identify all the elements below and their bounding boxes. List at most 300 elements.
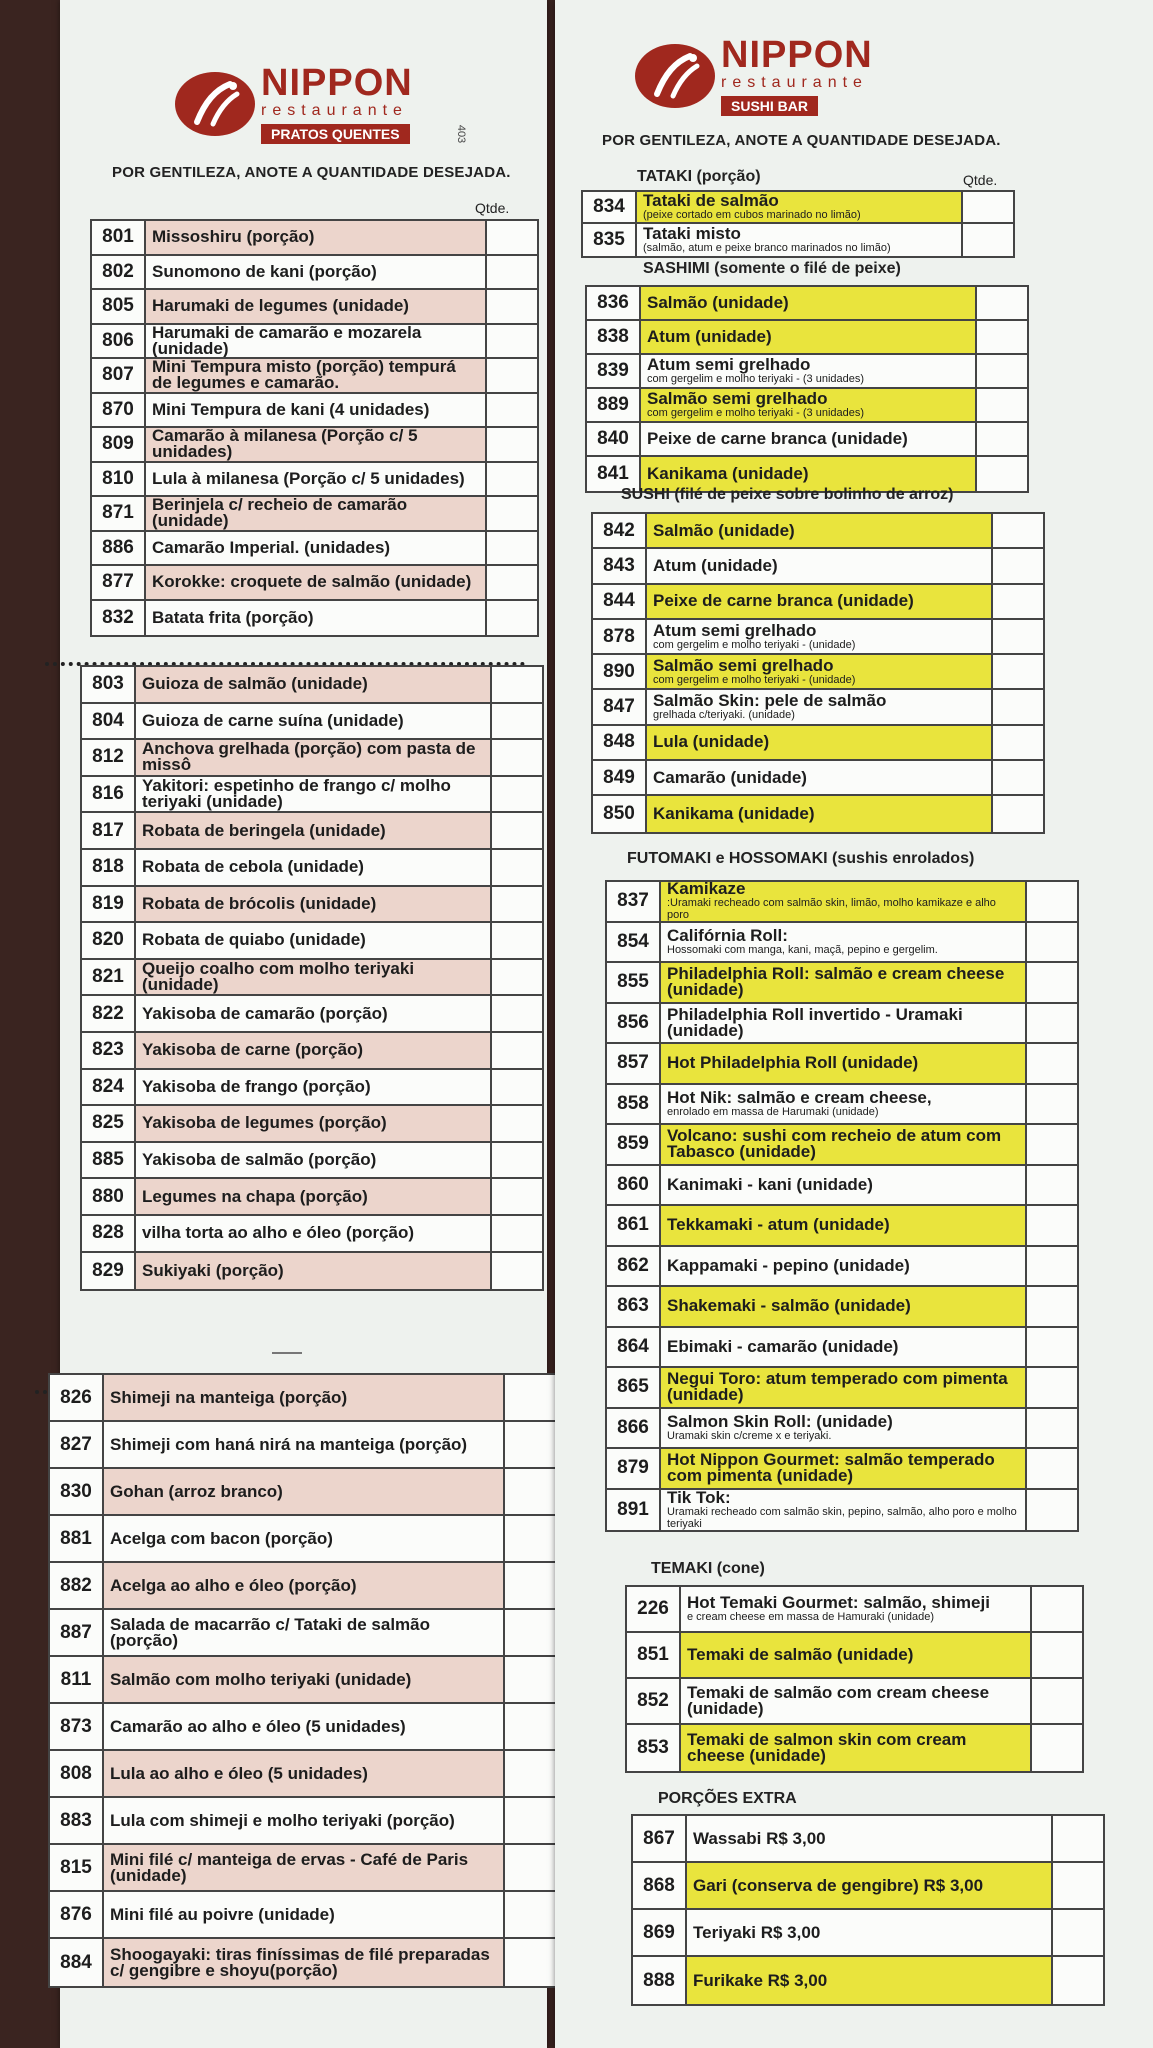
item-code: 867	[633, 1816, 687, 1861]
item-name: Anchova grelhada (porção) com pasta de missô	[142, 740, 476, 775]
menu-row	[627, 1587, 1082, 1633]
item-name-cell	[687, 1863, 1053, 1908]
item-name: Robata de cebola (unidade)	[142, 857, 364, 877]
menu-row	[593, 796, 1043, 831]
item-name: Lula ao alho e óleo (5 unidades)	[110, 1763, 368, 1783]
item-code: 852	[627, 1679, 681, 1723]
menu-row	[607, 963, 1077, 1004]
quantity-field[interactable]	[492, 813, 542, 848]
item-code: 854	[607, 923, 661, 962]
item-name-cell	[146, 497, 487, 530]
menu-row	[607, 923, 1077, 964]
quantity-field[interactable]	[977, 389, 1027, 421]
menu-row	[82, 923, 542, 960]
menu-row	[92, 290, 537, 325]
item-code: 870	[92, 394, 146, 427]
item-code: 876	[50, 1892, 104, 1937]
menu-row	[607, 1287, 1077, 1328]
quantity-field[interactable]	[1027, 1368, 1077, 1407]
section-title-extras: PORÇÕES EXTRA	[658, 1790, 797, 1807]
item-name-cell	[136, 777, 492, 812]
quantity-field[interactable]	[1053, 1957, 1103, 2004]
menu-row	[82, 1106, 542, 1143]
menu-row	[82, 704, 542, 741]
quantity-field[interactable]	[505, 1892, 555, 1937]
item-name: Gari (conserva de gengibre) R$ 3,00	[693, 1875, 984, 1895]
menu-row	[50, 1751, 555, 1798]
item-name: Hot Nippon Gourmet: salmão temperado com pimenta (unidade)	[667, 1450, 995, 1486]
item-name-cell	[136, 887, 492, 922]
quantity-field[interactable]	[487, 325, 537, 358]
item-name: Philadelphia Roll invertido - Uramaki (unidade)	[667, 1004, 963, 1040]
item-name-cell	[104, 1798, 505, 1843]
quantity-field[interactable]	[993, 514, 1043, 547]
item-code: 806	[92, 325, 146, 358]
menu-row	[82, 777, 542, 814]
item-name-cell	[661, 1004, 1027, 1043]
quantity-field[interactable]	[487, 463, 537, 496]
item-name: Salmão (unidade)	[653, 520, 795, 540]
sashimi-table	[585, 285, 1029, 493]
item-name-cell	[104, 1516, 505, 1561]
item-code: 881	[50, 1516, 104, 1561]
quantity-field[interactable]	[505, 1610, 555, 1655]
item-name: Atum semi grelhado	[647, 355, 811, 374]
item-name: Yakisoba de carne (porção)	[142, 1040, 364, 1060]
item-code: 841	[587, 457, 641, 491]
quantity-field[interactable]	[1027, 1085, 1077, 1124]
quantity-field[interactable]	[487, 290, 537, 323]
extras-table	[631, 1814, 1105, 2006]
item-code: 822	[82, 996, 136, 1031]
item-name-cell	[681, 1633, 1032, 1677]
quantity-field[interactable]	[977, 457, 1027, 491]
item-code: 857	[607, 1044, 661, 1083]
quantity-field[interactable]	[487, 532, 537, 565]
quantity-field[interactable]	[1027, 1328, 1077, 1367]
menu-row	[82, 813, 542, 850]
quantity-field[interactable]	[487, 601, 537, 636]
menu-row	[92, 463, 537, 498]
item-name: Camarão à milanesa (Porção c/ 5 unidades)	[152, 428, 418, 461]
item-code: 817	[82, 813, 136, 848]
item-code: 884	[50, 1939, 104, 1986]
section-title-sashimi: SASHIMI (somente o filé de peixe)	[643, 260, 901, 277]
item-code: 855	[607, 963, 661, 1002]
menu-row	[92, 221, 537, 256]
quantity-field[interactable]	[993, 796, 1043, 831]
menu-row	[633, 1816, 1103, 1863]
quantity-field[interactable]	[1027, 1287, 1077, 1326]
quantity-field[interactable]	[963, 224, 1013, 256]
quantity-field[interactable]	[492, 777, 542, 812]
item-name-cell	[641, 287, 977, 319]
quantity-field[interactable]	[487, 221, 537, 254]
quantity-field[interactable]	[505, 1751, 555, 1796]
quantity-field[interactable]	[1053, 1910, 1103, 1955]
quantity-field[interactable]	[505, 1939, 555, 1986]
quantity-field[interactable]	[1027, 1125, 1077, 1164]
item-name: Camarão ao alho e óleo (5 unidades)	[110, 1716, 406, 1736]
item-name-cell	[647, 796, 993, 831]
item-name-cell	[647, 726, 993, 759]
quantity-field[interactable]	[505, 1516, 555, 1561]
item-name: Mini Tempura misto (porção) tempurá de legumes e camarão.	[152, 359, 456, 392]
item-code: 226	[627, 1587, 681, 1631]
quantity-header: Qtde.	[963, 172, 998, 188]
menu-row	[627, 1633, 1082, 1679]
menu-row	[587, 423, 1027, 457]
quantity-field[interactable]	[1027, 1044, 1077, 1083]
quantity-field[interactable]	[977, 321, 1027, 353]
item-name: Acelga com bacon (porção)	[110, 1528, 333, 1548]
item-name: Atum (unidade)	[653, 555, 778, 575]
hot-dishes-table-1	[90, 219, 539, 637]
item-code: 842	[593, 514, 647, 547]
item-description: (peixe cortado em cubos marinado no limão)	[643, 209, 861, 221]
item-name-cell	[641, 355, 977, 387]
item-code: 844	[593, 585, 647, 618]
temaki-table	[625, 1585, 1084, 1773]
item-name-cell	[661, 1490, 1027, 1531]
item-name: Yakisoba de camarão (porção)	[142, 1003, 388, 1023]
brand-logo	[175, 64, 413, 144]
item-name-cell	[146, 463, 487, 496]
item-name: Shakemaki - salmão (unidade)	[667, 1296, 911, 1316]
item-name: Yakisoba de frango (porção)	[142, 1076, 371, 1096]
item-code: 886	[92, 532, 146, 565]
item-code: 818	[82, 850, 136, 885]
menu-row	[92, 532, 537, 567]
item-description: Hossomaki com manga, kani, maçã, pepino e gergelim.	[667, 943, 938, 956]
section-badge: SUSHI BAR	[721, 96, 818, 116]
quantity-field[interactable]	[1027, 1490, 1077, 1531]
menu-row	[627, 1725, 1082, 1771]
item-description: com gergelim e molho teriyaki - (3 unidades)	[647, 407, 865, 419]
quantity-field[interactable]	[505, 1469, 555, 1514]
quantity-field[interactable]	[993, 726, 1043, 759]
quantity-field[interactable]	[492, 1216, 542, 1251]
item-code: 849	[593, 761, 647, 794]
menu-row	[607, 1166, 1077, 1207]
quantity-field[interactable]	[492, 667, 542, 702]
menu-row	[82, 960, 542, 997]
quantity-field[interactable]	[487, 394, 537, 427]
item-name: Temaki de salmon skin com cream cheese (unidade)	[687, 1730, 967, 1765]
item-code: 880	[82, 1179, 136, 1214]
menu-sheet-hot-dishes	[60, 0, 547, 2048]
hot-dishes-table-2	[80, 665, 544, 1291]
quantity-field[interactable]	[1027, 1004, 1077, 1043]
menu-row	[587, 355, 1027, 389]
item-code: 868	[633, 1863, 687, 1908]
item-name-cell	[661, 882, 1027, 921]
item-name: Sukiyaki (porção)	[142, 1260, 284, 1280]
quantity-field[interactable]	[505, 1845, 555, 1890]
quantity-field[interactable]	[505, 1563, 555, 1608]
quantity-field[interactable]	[977, 355, 1027, 387]
quantity-field[interactable]	[487, 428, 537, 461]
quantity-field[interactable]	[487, 256, 537, 289]
quantity-field[interactable]	[1027, 1449, 1077, 1488]
menu-sheet-sushi-bar	[555, 0, 1153, 2048]
quantity-field[interactable]	[487, 359, 537, 392]
menu-row	[92, 256, 537, 291]
item-name: Camarão Imperial. (unidades)	[152, 537, 391, 557]
quantity-field[interactable]	[993, 549, 1043, 582]
menu-row	[92, 394, 537, 429]
item-name-cell	[146, 532, 487, 565]
item-name: Queijo coalho com molho teriyaki (unidade)	[142, 959, 415, 995]
menu-row	[633, 1957, 1103, 2004]
item-name-cell	[104, 1845, 505, 1890]
item-code: 860	[607, 1166, 661, 1205]
quantity-field[interactable]	[492, 1070, 542, 1105]
item-code: 871	[92, 497, 146, 530]
item-name-cell	[136, 667, 492, 702]
separator	[272, 1352, 302, 1354]
menu-row	[92, 497, 537, 532]
quantity-header: Qtde.	[475, 200, 510, 216]
item-name: Yakisoba de legumes (porção)	[142, 1113, 387, 1133]
menu-row	[593, 514, 1043, 549]
item-name: Califórnia Roll:	[667, 925, 788, 945]
item-name: Wassabi R$ 3,00	[693, 1828, 826, 1848]
item-name: Salmon Skin Roll: (unidade)	[667, 1411, 893, 1431]
quantity-field[interactable]	[492, 923, 542, 958]
item-code: 820	[82, 923, 136, 958]
menu-row	[607, 1409, 1077, 1450]
section-title-tataki: TATAKI (porção)	[637, 168, 761, 185]
item-code: 859	[607, 1125, 661, 1164]
item-name-cell	[661, 1206, 1027, 1245]
quantity-field[interactable]	[993, 761, 1043, 794]
item-name: Robata de beringela (unidade)	[142, 820, 386, 840]
menu-row	[50, 1469, 555, 1516]
item-name-cell	[637, 224, 963, 256]
item-name: Lula (unidade)	[653, 732, 770, 752]
quantity-field[interactable]	[492, 1143, 542, 1178]
quantity-field[interactable]	[492, 850, 542, 885]
menu-row	[82, 850, 542, 887]
menu-row	[50, 1657, 555, 1704]
item-name: Temaki de salmão com cream cheese (unidade)	[687, 1683, 990, 1718]
item-code: 801	[92, 221, 146, 254]
menu-row	[583, 192, 1013, 224]
item-name-cell	[661, 1368, 1027, 1407]
item-name: Batata frita (porção)	[152, 607, 314, 627]
item-name: Harumaki de legumes (unidade)	[152, 296, 409, 316]
quantity-field[interactable]	[1027, 1409, 1077, 1448]
item-code: 853	[627, 1725, 681, 1771]
menu-row	[607, 1085, 1077, 1126]
menu-row	[607, 1004, 1077, 1045]
item-name-cell	[661, 1409, 1027, 1448]
menu-row	[593, 726, 1043, 761]
item-name: Sunomono de kani (porção)	[152, 261, 377, 281]
item-name: Salmão com molho teriyaki (unidade)	[110, 1669, 412, 1689]
item-name-cell	[104, 1657, 505, 1702]
item-code: 866	[607, 1409, 661, 1448]
item-name: Mini filé c/ manteiga de ervas - Café de Paris (unidade)	[110, 1849, 469, 1885]
menu-row	[92, 359, 537, 394]
quantity-field[interactable]	[487, 566, 537, 599]
quantity-field[interactable]	[1053, 1863, 1103, 1908]
item-name: Korokke: croquete de salmão (unidade)	[152, 572, 472, 592]
quantity-field[interactable]	[1032, 1587, 1082, 1631]
quantity-field[interactable]	[505, 1657, 555, 1702]
menu-row	[593, 690, 1043, 725]
quantity-field[interactable]	[977, 287, 1027, 319]
item-name-cell	[641, 389, 977, 421]
quantity-field[interactable]	[492, 960, 542, 995]
item-name: Berinjela c/ recheio de camarão (unidade)	[152, 497, 408, 530]
item-name-cell	[647, 761, 993, 794]
menu-row	[607, 1490, 1077, 1531]
quantity-field[interactable]	[993, 620, 1043, 653]
item-name-cell	[136, 813, 492, 848]
page-number: 403	[455, 124, 468, 144]
item-name: Shimeji na manteiga (porção)	[110, 1387, 348, 1407]
quantity-field[interactable]	[505, 1422, 555, 1467]
item-name-cell	[136, 1070, 492, 1105]
item-name: Shimeji com haná nirá na manteiga (porção)	[110, 1434, 468, 1454]
quantity-field[interactable]	[487, 497, 537, 530]
quantity-field[interactable]	[993, 690, 1043, 723]
item-code: 840	[587, 423, 641, 455]
item-description: :Uramaki recheado com salmão skin, limão, molho kamikaze e alho poro	[667, 897, 996, 921]
brand-subtitle: restaurante	[721, 74, 868, 91]
item-name: Harumaki de camarão e mozarela (unidade)	[152, 324, 422, 357]
item-code: 843	[593, 549, 647, 582]
quantity-field[interactable]	[505, 1704, 555, 1749]
item-name: Acelga ao alho e óleo (porção)	[110, 1575, 357, 1595]
item-code: 834	[583, 192, 637, 222]
brand-logo	[635, 36, 873, 116]
quantity-field[interactable]	[492, 996, 542, 1031]
menu-row	[593, 761, 1043, 796]
menu-row	[92, 428, 537, 463]
item-code: 873	[50, 1704, 104, 1749]
item-name: Kappamaki - pepino (unidade)	[667, 1255, 910, 1275]
quantity-field[interactable]	[977, 423, 1027, 455]
quantity-field[interactable]	[492, 1106, 542, 1141]
item-code: 883	[50, 1798, 104, 1843]
menu-row	[583, 224, 1013, 256]
menu-row	[607, 1206, 1077, 1247]
item-name: Robata de quiabo (unidade)	[142, 930, 366, 950]
quantity-field[interactable]	[1032, 1725, 1082, 1771]
item-name-cell	[104, 1751, 505, 1796]
quantity-field[interactable]	[1027, 963, 1077, 1002]
quantity-field[interactable]	[993, 655, 1043, 688]
quantity-field[interactable]	[492, 1179, 542, 1214]
menu-row	[587, 287, 1027, 321]
item-name-cell	[146, 601, 487, 636]
item-name: Guioza de carne suína (unidade)	[142, 710, 404, 730]
item-name: Mini Tempura de kani (4 unidades)	[152, 399, 430, 419]
quantity-field[interactable]	[1032, 1679, 1082, 1723]
item-name-cell	[687, 1910, 1053, 1955]
item-code: 828	[82, 1216, 136, 1251]
quantity-field[interactable]	[505, 1798, 555, 1843]
item-name-cell	[647, 620, 993, 653]
item-name-cell	[136, 960, 492, 995]
item-name: Tik Tok:	[667, 1489, 731, 1507]
item-code: 891	[607, 1490, 661, 1531]
menu-row	[607, 1247, 1077, 1288]
item-code: 830	[50, 1469, 104, 1514]
order-notice: POR GENTILEZA, ANOTE A QUANTIDADE DESEJADA.	[112, 164, 511, 181]
item-code: 838	[587, 321, 641, 353]
quantity-field[interactable]	[1027, 1247, 1077, 1286]
quantity-field[interactable]	[963, 192, 1013, 222]
quantity-field[interactable]	[492, 1033, 542, 1068]
item-code: 803	[82, 667, 136, 702]
quantity-field[interactable]	[492, 1253, 542, 1290]
item-name: Hot Philadelphia Roll (unidade)	[667, 1053, 919, 1073]
item-code: 811	[50, 1657, 104, 1702]
quantity-field[interactable]	[1027, 1206, 1077, 1245]
quantity-field[interactable]	[1053, 1816, 1103, 1861]
menu-row	[607, 1044, 1077, 1085]
item-name-cell	[104, 1704, 505, 1749]
section-badge: PRATOS QUENTES	[261, 124, 410, 144]
quantity-field[interactable]	[1027, 923, 1077, 962]
item-code: 863	[607, 1287, 661, 1326]
menu-row	[607, 1449, 1077, 1490]
quantity-field[interactable]	[492, 887, 542, 922]
item-name-cell	[647, 585, 993, 618]
quantity-field[interactable]	[505, 1375, 555, 1420]
item-code: 812	[82, 740, 136, 775]
menu-row	[50, 1516, 555, 1563]
item-name: Tataki misto	[643, 224, 741, 243]
item-name: Salmão semi grelhado	[647, 389, 828, 408]
logo-emblem-icon	[635, 44, 715, 108]
item-code: 889	[587, 389, 641, 421]
quantity-field[interactable]	[492, 740, 542, 775]
item-description: e cream cheese em massa de Hamuraki (unidade)	[687, 1611, 935, 1623]
item-description: Uramaki skin c/creme x e teriyaki.	[667, 1429, 832, 1442]
item-code: 856	[607, 1004, 661, 1043]
item-description: enrolado em massa de Harumaki (unidade)	[667, 1105, 879, 1118]
section-title-sushi: SUSHI (filé de peixe sobre bolinho de arroz)	[621, 486, 954, 503]
menu-row	[607, 1125, 1077, 1166]
item-name-cell	[136, 850, 492, 885]
item-name: Tekkamaki - atum (unidade)	[667, 1215, 890, 1235]
sushi-table	[591, 512, 1045, 834]
quantity-field[interactable]	[1032, 1633, 1082, 1677]
quantity-field[interactable]	[993, 585, 1043, 618]
item-name: Atum (unidade)	[647, 327, 772, 346]
quantity-field[interactable]	[1027, 1166, 1077, 1205]
item-name: Peixe de carne branca (unidade)	[653, 591, 914, 611]
menu-row	[82, 1179, 542, 1216]
item-name: Kanikama (unidade)	[653, 804, 815, 824]
item-name: Lula com shimeji e molho teriyaki (porção)	[110, 1810, 455, 1830]
menu-row	[82, 887, 542, 924]
item-name-cell	[104, 1563, 505, 1608]
item-code: 865	[607, 1368, 661, 1407]
menu-row	[587, 389, 1027, 423]
quantity-field[interactable]	[1027, 882, 1077, 921]
quantity-field[interactable]	[492, 704, 542, 739]
order-notice: POR GENTILEZA, ANOTE A QUANTIDADE DESEJADA.	[602, 132, 1001, 149]
item-name: Gohan (arroz branco)	[110, 1481, 283, 1501]
item-name: Temaki de salmão (unidade)	[687, 1645, 914, 1664]
menu-row	[593, 549, 1043, 584]
